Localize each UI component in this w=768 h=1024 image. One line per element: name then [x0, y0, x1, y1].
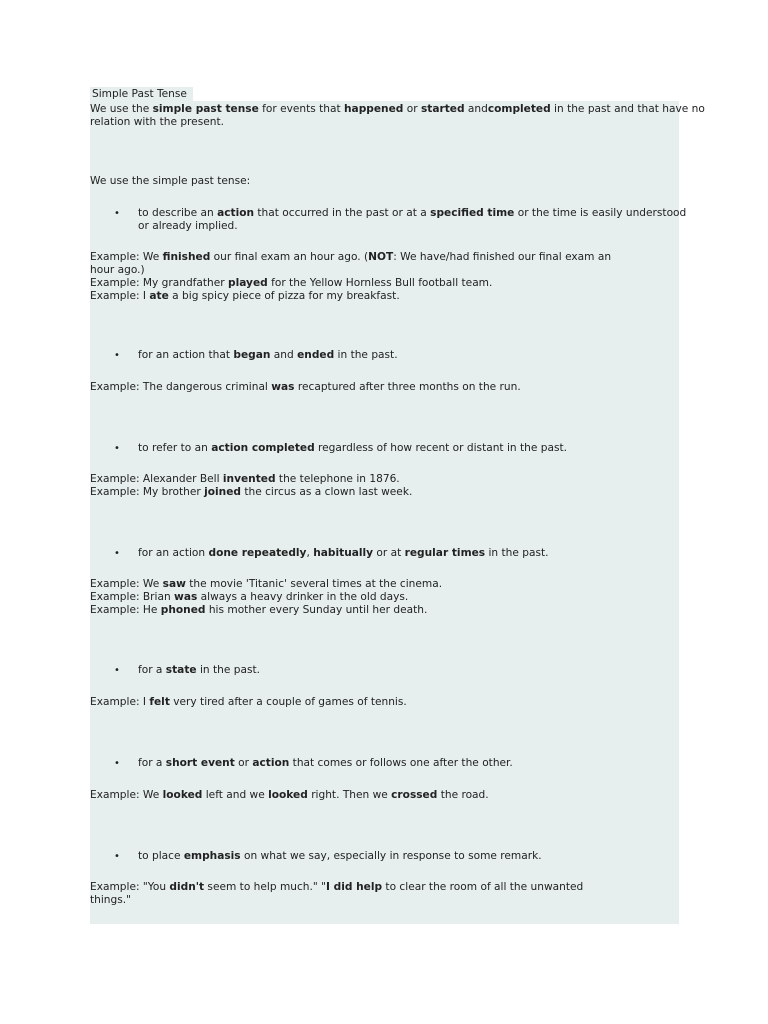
bullet-text — [138, 664, 260, 677]
example-block-1 — [90, 251, 611, 303]
text-line: Example: My brother joined the circus as a clown last week. — [90, 486, 413, 498]
example-block-2 — [90, 381, 521, 394]
text-line: Example: I felt very tired after a couple of games of tennis. — [90, 696, 407, 708]
bullet-text — [138, 757, 513, 770]
bullet-icon: • — [114, 548, 120, 559]
text-line: Example: He phoned his mother every Sunday until her death. — [90, 604, 428, 616]
text-line: hour ago.) — [90, 264, 145, 276]
text-line: Example: "You didn't seem to help much." "I did help to clear the room of all the unwanted — [90, 881, 584, 893]
example-block-5 — [90, 696, 407, 709]
text-line: Example: I ate a big spicy piece of pizza for my breakfast. — [90, 290, 400, 302]
lead-paragraph: We use the simple past tense: — [90, 175, 251, 187]
text-line: for an action that began and ended in the past. — [138, 349, 398, 361]
bullet-text — [138, 850, 542, 863]
document-title: Simple Past Tense — [90, 87, 193, 101]
text-line: for an action done repeatedly, habitually or at regular times in the past. — [138, 547, 549, 559]
intro-paragraph — [90, 103, 705, 129]
text-line: Example: We saw the movie 'Titanic' several times at the cinema. — [90, 578, 443, 590]
text-line: Example: Brian was always a heavy drinker in the old days. — [90, 591, 409, 603]
bullet-icon: • — [114, 851, 120, 862]
example-block-4 — [90, 578, 442, 617]
text-line: or already implied. — [138, 220, 238, 232]
text-line: things." — [90, 894, 132, 906]
bullet-text — [138, 547, 549, 560]
example-block-3 — [90, 473, 412, 499]
text-line: Example: My grandfather played for the Yellow Hornless Bull football team. — [90, 277, 493, 289]
text-line: to describe an action that occurred in the past or at a specified time or the time is easily understood — [138, 207, 687, 219]
text-line: We use the simple past tense for events that happened or started andcompleted in the past and that have no — [90, 103, 705, 115]
example-block-7 — [90, 881, 583, 907]
text-line: relation with the present. — [90, 116, 224, 128]
bullet-icon: • — [114, 758, 120, 769]
bullet-icon: • — [114, 208, 120, 219]
bullet-text — [138, 349, 398, 362]
text-line: Example: Alexander Bell invented the telephone in 1876. — [90, 473, 400, 485]
text-line: to place emphasis on what we say, especially in response to some remark. — [138, 850, 542, 862]
text-line: Example: The dangerous criminal was recaptured after three months on the run. — [90, 381, 521, 393]
bullet-text — [138, 207, 686, 233]
text-line: for a state in the past. — [138, 664, 260, 676]
text-line: Example: We looked left and we looked right. Then we crossed the road. — [90, 789, 489, 801]
text-line: for a short event or action that comes or follows one after the other. — [138, 757, 513, 769]
bullet-icon: • — [114, 443, 120, 454]
text-line: to refer to an action completed regardless of how recent or distant in the past. — [138, 442, 567, 454]
text-line: Example: We finished our final exam an hour ago. (NOT: We have/had finished our final exam an — [90, 251, 612, 263]
bullet-text — [138, 442, 567, 455]
example-block-6 — [90, 789, 489, 802]
bullet-icon: • — [114, 350, 120, 361]
bullet-icon: • — [114, 665, 120, 676]
